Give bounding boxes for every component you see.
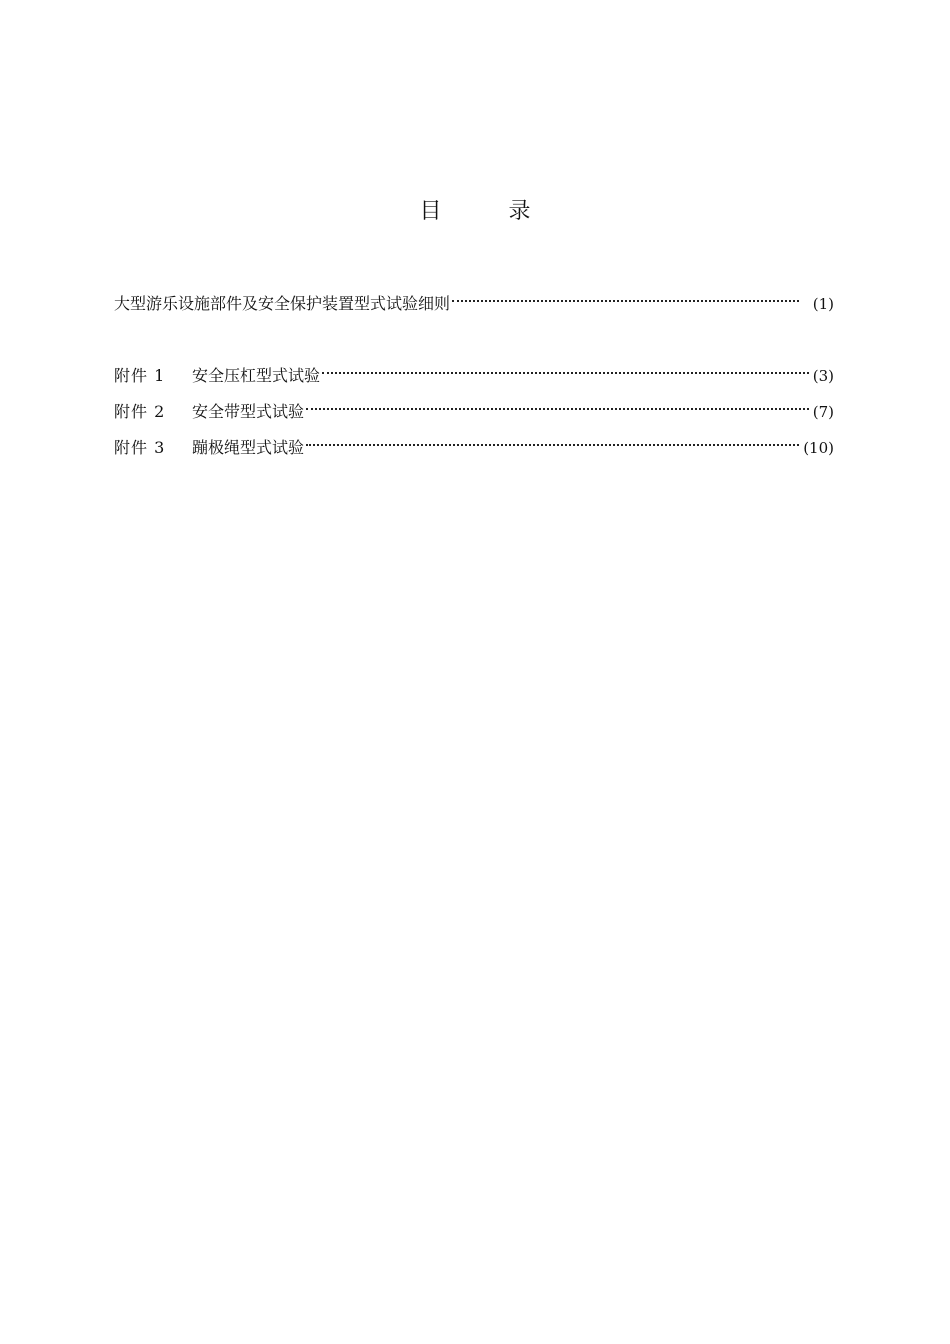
toc-entry-text: 安全带型式试验 [192, 402, 305, 421]
toc-title: 目 录 [419, 199, 561, 224]
appendix-label: 附件 1 [114, 366, 166, 385]
dot-leader [452, 285, 799, 309]
dot-leader [322, 357, 809, 381]
toc-page-number: (3) [812, 367, 834, 385]
appendix-label: 附件 2 [114, 402, 166, 421]
toc-page-number: (1) [812, 295, 834, 313]
toc-entry-text: 大型游乐设施部件及安全保护装置型式试验细则 [114, 294, 451, 313]
appendix-label: 附件 3 [114, 438, 166, 457]
toc-entry-main[interactable] [114, 285, 834, 313]
toc-entry-text: 安全压杠型式试验 [192, 366, 321, 385]
toc-entry-text: 蹦极绳型式试验 [192, 438, 305, 457]
dot-leader [306, 429, 799, 453]
toc-entry-appendix-2[interactable] [114, 393, 834, 421]
toc-entry-appendix-3[interactable] [114, 429, 834, 457]
toc-page-number: (10) [803, 439, 834, 457]
toc-entry-appendix-1[interactable] [114, 357, 834, 385]
toc-page-number: (7) [812, 403, 834, 421]
dot-leader [306, 393, 809, 417]
